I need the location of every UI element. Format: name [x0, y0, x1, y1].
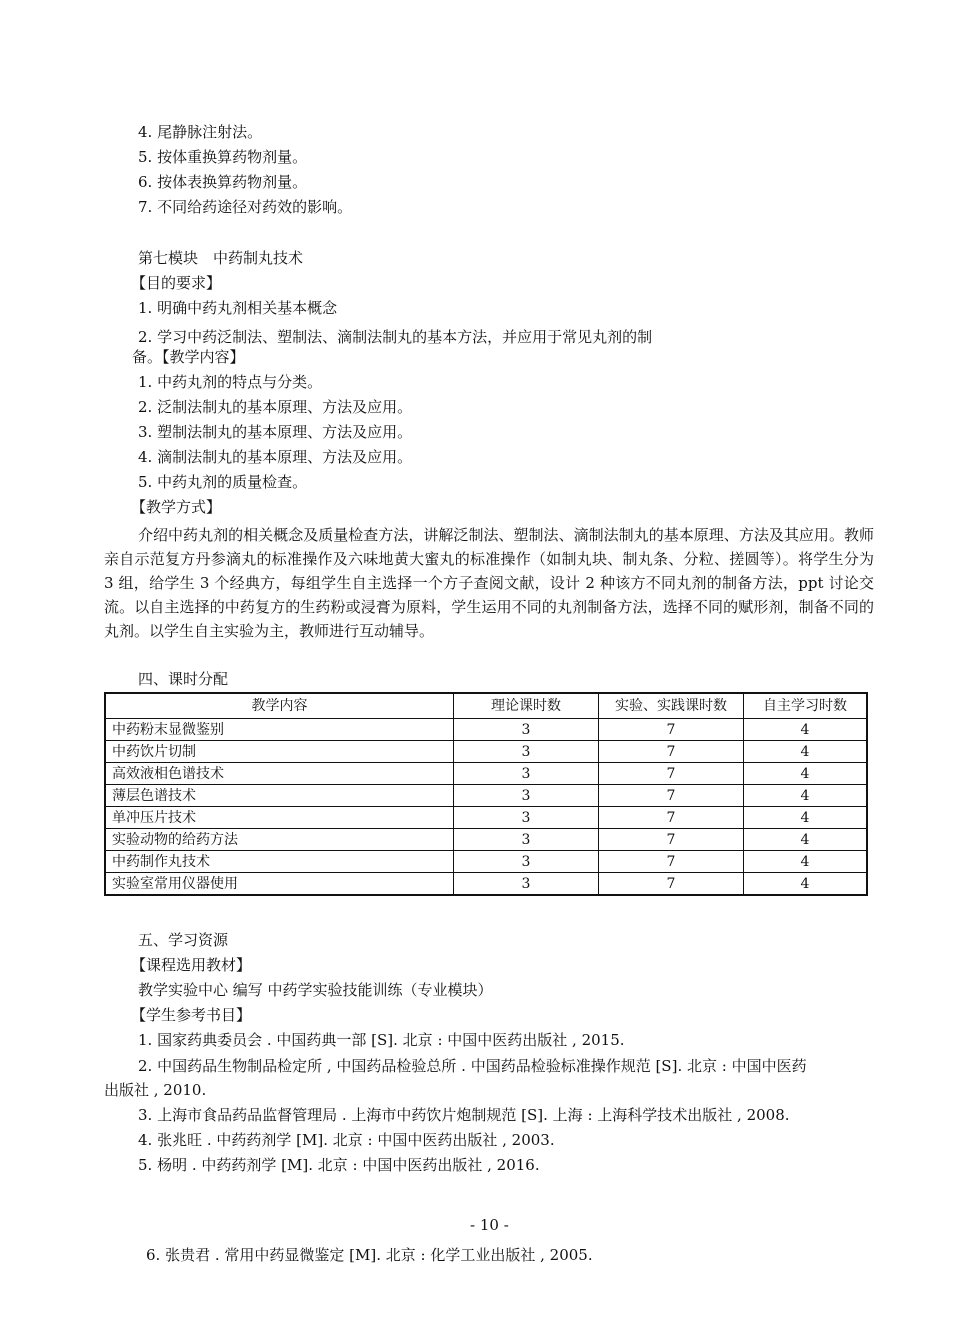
column-header: 理论课时数: [454, 693, 599, 719]
page-number: - 10 -: [470, 1216, 509, 1234]
reference-item-continuation: 出版社 , 2010.: [104, 1081, 207, 1099]
list-item: 2. 泛制法制丸的基本原理、方法及应用。: [138, 398, 413, 416]
list-item: 4. 滴制法制丸的基本原理、方法及应用。: [138, 448, 413, 466]
table-cell: 4: [744, 719, 868, 741]
table-row: [105, 851, 867, 873]
list-item: 1. 中药丸剂的特点与分类。: [138, 373, 323, 391]
table-cell: 4: [744, 873, 868, 896]
table-cell: 3: [454, 873, 599, 896]
section-header: 【目的要求】: [131, 274, 222, 292]
list-item: 7. 不同给药途径对药效的影响。: [138, 198, 353, 216]
reference-item: 2. 中国药品生物制品检定所 , 中国药品检验总所 . 中国药品检验标准操作规范 [S]. 北京 : 中国中医药: [138, 1057, 807, 1075]
list-item: 5. 中药丸剂的质量检查。: [138, 473, 308, 491]
table-cell: 4: [744, 851, 868, 873]
table-row: [105, 807, 867, 829]
list-item: 3. 塑制法制丸的基本原理、方法及应用。: [138, 423, 413, 441]
table-cell: 实验室常用仪器使用: [105, 873, 454, 896]
table-cell: 4: [744, 785, 868, 807]
reference-item: 6. 张贵君 . 常用中药显微鉴定 [M]. 北京 : 化学工业出版社 , 2005.: [146, 1246, 593, 1264]
section-title: 四、课时分配: [138, 670, 229, 688]
table-cell: 单冲压片技术: [105, 807, 454, 829]
table-cell: 实验动物的给药方法: [105, 829, 454, 851]
table-cell: 薄层色谱技术: [105, 785, 454, 807]
table-cell: 3: [454, 829, 599, 851]
table-cell: 7: [599, 807, 744, 829]
table-cell: 7: [599, 785, 744, 807]
table-cell: 7: [599, 829, 744, 851]
hours-table: [104, 692, 868, 896]
table-cell: 高效液相色谱技术: [105, 763, 454, 785]
table-cell: 7: [599, 719, 744, 741]
reference-item: 1. 国家药典委员会 . 中国药典一部 [S]. 北京 : 中国中医药出版社 , 2015.: [138, 1031, 625, 1049]
table-cell: 7: [599, 741, 744, 763]
table-row: [105, 719, 867, 741]
table-cell: 4: [744, 741, 868, 763]
table-cell: 3: [454, 785, 599, 807]
table-cell: 中药饮片切制: [105, 741, 454, 763]
table-row: [105, 873, 867, 896]
section-header: 【课程选用教材】: [131, 956, 252, 974]
reference-item: 3. 上海市食品药品监督管理局 . 上海市中药饮片炮制规范 [S]. 上海 : 上海科学技术出版社 , 2008.: [138, 1106, 790, 1124]
table-cell: 7: [599, 873, 744, 896]
table-cell: 7: [599, 763, 744, 785]
table-cell: 3: [454, 763, 599, 785]
list-item: 6. 按体表换算药物剂量。: [138, 173, 308, 191]
reference-item: 5. 杨明 . 中药药剂学 [M]. 北京 : 中国中医药出版社 , 2016.: [138, 1156, 540, 1174]
reference-item: 4. 张兆旺 . 中药药剂学 [M]. 北京 : 中国中医药出版社 , 2003.: [138, 1131, 555, 1149]
table-cell: 7: [599, 851, 744, 873]
table-row: [105, 763, 867, 785]
column-header: 实验、实践课时数: [599, 693, 744, 719]
list-item: 2. 学习中药泛制法、塑制法、滴制法制丸的基本方法，并应用于常见丸剂的制: [138, 328, 653, 346]
table-cell: 4: [744, 829, 868, 851]
table-row: [105, 829, 867, 851]
table-cell: 4: [744, 763, 868, 785]
table-cell: 3: [454, 851, 599, 873]
list-item: 5. 按体重换算药物剂量。: [138, 148, 308, 166]
table-header-row: [105, 693, 867, 719]
table-cell: 3: [454, 741, 599, 763]
table-cell: 3: [454, 719, 599, 741]
method-paragraph: 介绍中药丸剂的相关概念及质量检查方法，讲解泛制法、塑制法、滴制法制丸的基本原理、方法及其应用。教师亲自示范复方丹参滴丸的标准操作及六味地黄大蜜丸的标准操作（如制丸块、制丸条、分粒、搓圆等）。将学生分为 3 组，给学生 3 个经典方，每组学生自主选择一个方子查阅文献，设计 2 种该方不同丸剂的制备方法，ppt 讨论交流。以自主选择的中药复方的生药粉或浸膏为原料，学生运用不同的丸剂制备方法，选择不同的赋形剂，制备不同的丸剂。以学生自主实验为主，教师进行互动辅导。: [104, 526, 874, 640]
section-header: 【学生参考书目】: [131, 1006, 252, 1024]
table-cell: 3: [454, 807, 599, 829]
column-header: 教学内容: [105, 693, 454, 719]
table-row: [105, 741, 867, 763]
section-header: 【教学方式】: [131, 498, 222, 516]
table-cell: 4: [744, 807, 868, 829]
section-title: 五、学习资源: [138, 931, 229, 949]
list-item: 4. 尾静脉注射法。: [138, 123, 263, 141]
textbook-entry: 教学实验中心 编写 中药学实验技能训练（专业模块）: [138, 981, 493, 999]
module-title: 第七模块 中药制丸技术: [138, 249, 304, 267]
table-cell: 中药粉末显微鉴别: [105, 719, 454, 741]
list-item-continuation: 备。【教学内容】: [132, 348, 245, 366]
table-row: [105, 785, 867, 807]
table-cell: 中药制作丸技术: [105, 851, 454, 873]
list-item: 1. 明确中药丸剂相关基本概念: [138, 299, 338, 317]
column-header: 自主学习时数: [744, 693, 868, 719]
